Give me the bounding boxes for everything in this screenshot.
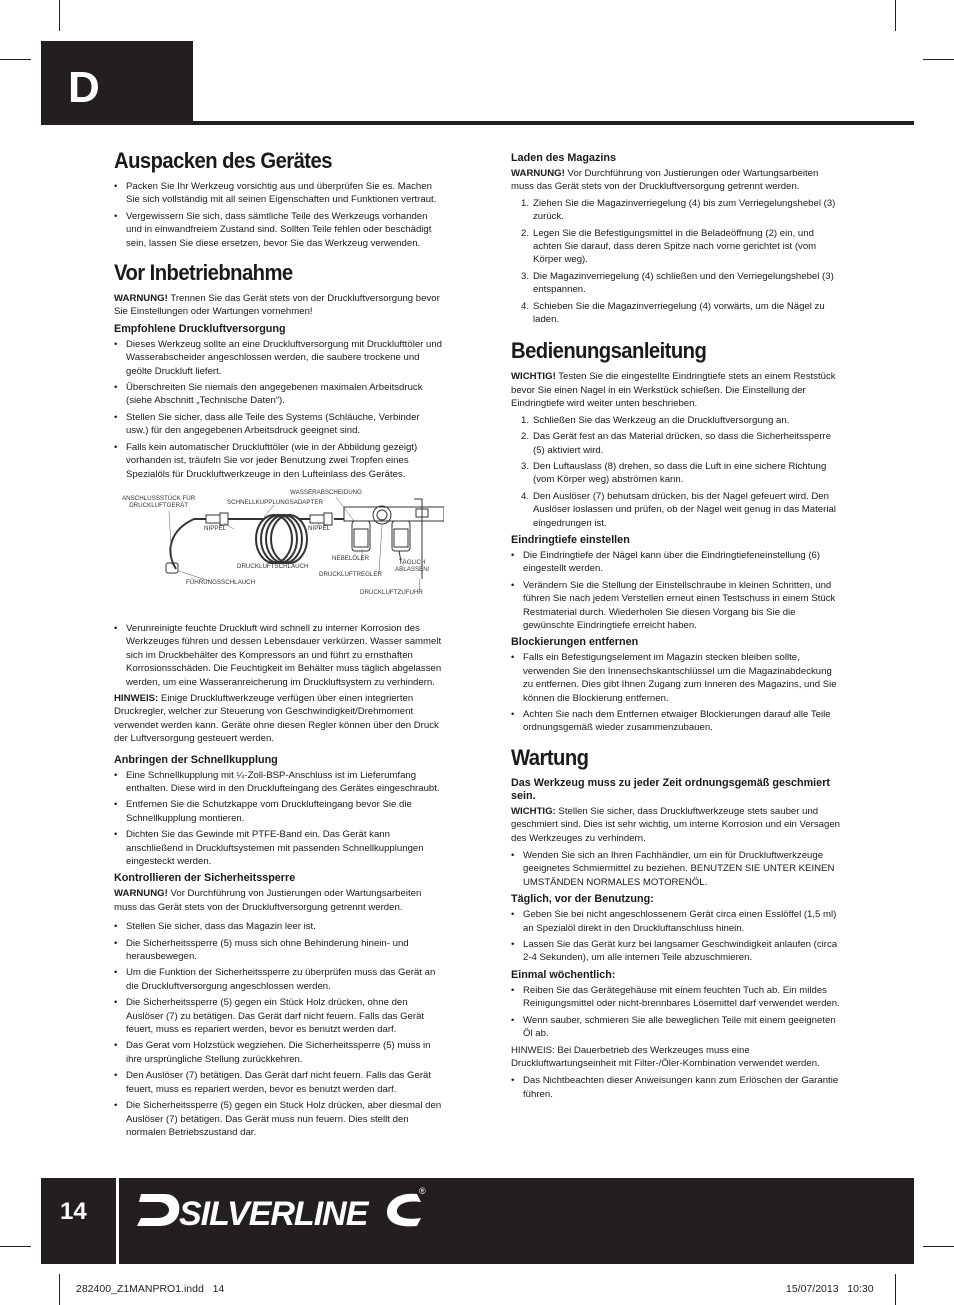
heading-kontrollieren: Kontrollieren der Sicherheitssperre xyxy=(114,872,296,885)
step-number: 2. xyxy=(521,227,530,239)
step-item xyxy=(511,300,841,327)
warning-text: Vor Durchführung von Justierungen oder Wartungsarbeiten muss das Gerät stets von der Druckluftversorgung getrennt werden. xyxy=(114,888,422,913)
hinweis-label: HINWEIS: xyxy=(114,692,159,704)
step-number: 3. xyxy=(521,270,530,282)
list-item: • Dieses Werkzeug sollte an eine Druckluftversorgung mit Drucklufttöler und Wasserabscheider angeschlossen werden, die saubere trockene und geölte Druckluft liefert. xyxy=(114,338,444,378)
crop-mark xyxy=(923,59,954,60)
step-item xyxy=(511,270,841,297)
crop-mark xyxy=(59,1274,60,1305)
list-item: • Entfernen Sie die Schutzkappe vom Drucklufteingang bevor Sie die Schnellkupplung montieren. xyxy=(114,798,444,825)
label-nippel-right: NIPPEL xyxy=(308,524,331,532)
feucht-list xyxy=(114,622,444,689)
label-nebeloeler: NEBELÖLER xyxy=(332,554,370,562)
list-item: • Die Sicherheitssperre (5) muss sich ohne Behinderung hinein- und herausbewegen. xyxy=(114,937,444,964)
hinweis-text: Einige Druckluftwerkzeuge verfügen über einen integrierten Druckregler, welcher zur Steuerung von Geschwindigkeit/Drehmoment verwendet werden kann. Geräte ohne diesen Regler können über den Druck der Luftversorgung gesteuert werden. xyxy=(114,692,439,745)
heading-laden: Laden des Magazins xyxy=(511,152,616,164)
label-fuehrungsschlauch: FÜHRUNGSSCHLAUCH xyxy=(186,578,256,586)
label-druckluftschlauch: DRUCKLUFTSCHLAUCH xyxy=(237,562,309,570)
list-item: • Den Auslöser (7) betätigen. Das Gerät darf nicht feuern. Falls das Gerät feuert, muss es repariert werden, bevor es benutzt werden darf. xyxy=(114,1069,444,1096)
taeglich-list xyxy=(511,908,841,965)
list-item: • Um die Funktion der Sicherheitssperre zu überprüfen muss das Gerät an die Druckluftversorgung angeschlossen werden. xyxy=(114,966,444,993)
label-anschluss: ANSCHLUSSSTÜCK FÜR DRUCKLUFTGERÄT xyxy=(122,494,196,509)
list-item: • Achten Sie nach dem Entfernen etwaiger Blockierungen darauf alle Teile ordnungsgemäß wieder zusammenzubauen. xyxy=(511,708,841,735)
list-item: • Lassen Sie das Gerät kurz bei langsamer Geschwindigkeit anlaufen (circa 2-4 Sekunden), um alle internen Teile abzuschmieren. xyxy=(511,938,841,965)
warning-label: WARNUNG! xyxy=(114,293,168,305)
crop-mark xyxy=(895,1274,896,1305)
auspacken-list xyxy=(114,180,444,250)
wartung-list xyxy=(511,849,841,889)
warning-label: WARNUNG! xyxy=(511,168,565,179)
woech-list xyxy=(511,984,841,1041)
step-number: 1. xyxy=(521,414,530,426)
slug-filename: 282400_Z1MANPRO1.indd 14 xyxy=(76,1283,225,1295)
hinweis-paragraph xyxy=(114,692,444,746)
heading-taeglich: Täglich, vor der Benutzung: xyxy=(511,893,654,906)
warning-paragraph xyxy=(114,292,444,319)
language-letter: D xyxy=(68,63,100,112)
list-item: • Eine Schnellkupplung mit ¼-Zoll-BSP-Anschluss ist im Lieferumfang enthalten. Diese wird in den Drucklufteingang des Gerätes eingeschraubt. xyxy=(114,769,444,796)
wichtig-label: WICHTIG! xyxy=(511,371,556,383)
list-item: • Reiben Sie das Gerätegehäuse mit einem feuchten Tuch ab. Ein mildes Reinigungsmittel oder nicht-brennbares Lösemittel darf verwendet werden. xyxy=(511,984,841,1011)
list-item: • Verunreinigte feuchte Druckluft wird schnell zu interner Korrosion des Werkzeuges führen und dessen Lebensdauer verkürzen. Wasser sammelt sich im Druckbehälter des Kompressors an und führt zu ernsthaften Korrosionsschäden. Die Feuchtigkeit im Behälter muss täglich abgelassen werden, um eine Wasseranreicherung im Druckluftsystem zu verhindern. xyxy=(114,622,444,689)
footer-divider xyxy=(116,1178,119,1264)
registered-mark: ® xyxy=(419,1186,426,1196)
right-column xyxy=(511,148,841,1104)
step-text: Das Gerät fest an das Material drücken, so dass die Sicherheitssperre (5) aktiviert wird. xyxy=(533,431,832,456)
hinweis-paragraph: HINWEIS: Bei Dauerbetrieb des Werkzeuges muss eine Druckluftwartungseinheit mit Filter-/Öler-Kombination verwendet werden. xyxy=(511,1044,820,1069)
left-column xyxy=(114,148,444,1142)
step-number: 4. xyxy=(521,300,530,312)
slug-date: 15/07/2013 10:30 xyxy=(786,1283,874,1295)
warning-text: Trennen Sie das Gerät stets von der Druckluftversorgung bevor Sie Einstellungen oder Wartungen vornehmen! xyxy=(114,293,440,318)
step-text: Die Magazinverriegelung (4) schließen und den Verriegelungshebel (3) entspannen. xyxy=(533,270,834,296)
block-list xyxy=(511,651,841,734)
label-schnellkupplungsadapter: SCHNELLKUPPLUNGSADAPTER xyxy=(227,498,323,506)
step-text: Schieben Sie die Magazinverriegelung (4) vorwärts, um die Nägel zu laden. xyxy=(533,300,825,326)
wichtig-paragraph xyxy=(511,370,841,410)
heading-bedienungsanleitung: Bedienungsanleitung xyxy=(511,338,707,364)
silverline-logo-mark xyxy=(135,1180,435,1240)
warning-label: WARNUNG! xyxy=(114,888,168,900)
list-item: • Das Gerat vom Holzstück wegziehen. Die Sicherheitssperre (5) muss in ihre ursprüngliche Stellung zurückkehren. xyxy=(114,1039,444,1066)
list-item: • Vergewissern Sie sich, dass sämtliche Teile des Werkzeugs vorhanden und in einwandfreiem Zustand sind. Sollten Teile fehlen oder beschädigt sein, lassen Sie diese ersetzen, bevor Sie das Werkzeug verwenden. xyxy=(114,210,444,250)
list-item: • Wenden Sie sich an Ihren Fachhändler, um ein für Druckluftwerkzeuge geeignetes Schmiermittel zu beziehen. BENUTZEN SIE UNTER KEINEN UMSTÄNDEN NORMALES MOTORENÖL. xyxy=(511,849,841,889)
heading-auspacken: Auspacken des Gerätes xyxy=(114,148,332,173)
air-supply-diagram xyxy=(114,489,444,614)
list-item: • Dichten Sie das Gewinde mit PTFE-Band ein. Das Gerät kann anschließend in Druckluftsystemen mit passenden Schnellkupplungen eingesteckt werden. xyxy=(114,828,444,868)
step-text: Den Auslöser (7) behutsam drücken, bis der Nagel gefeuert wird. Den Auslöser loslassen und prüfen, ob der Nagel weit genug in das Material eingedrungen ist. xyxy=(533,490,836,529)
heading-empfohlene: Empfohlene Druckluftversorgung xyxy=(114,322,286,335)
warning-paragraph xyxy=(511,167,841,194)
step-text: Den Luftauslass (8) drehen, so dass die Luft in eine sichere Richtung (vom Körper weg) abströmen kann. xyxy=(533,460,827,486)
list-item: • Packen Sie Ihr Werkzeug vorsichtig aus und überprüfen Sie es. Machen Sie sich vollständig mit all seinen Eigenschaften und Funktionen vertraut. xyxy=(114,180,444,207)
heading-woechentlich: Einmal wöchentlich: xyxy=(511,968,616,981)
heading-wartung: Wartung xyxy=(511,744,589,770)
label-druckluftregler: DRUCKLUFTREGLER xyxy=(319,570,382,578)
list-item: • Die Eindringtiefe der Nägel kann über die Eindringtiefeneinstellung (6) eingestellt werden. xyxy=(511,549,841,576)
list-item: • Überschreiten Sie niemals den angegebenen maximalen Arbeitsdruck (siehe Abschnitt „Technische Daten“). xyxy=(114,381,444,408)
crop-mark xyxy=(923,1246,954,1247)
final-list xyxy=(511,1074,841,1101)
heading-eindringtiefe: Eindringtiefe einstellen xyxy=(511,533,630,546)
list-item: • Geben Sie bei nicht angeschlossenem Gerät circa einen Esslöffel (1,5 ml) an Spezialöl direkt in den Druckluftanschluss hinein. xyxy=(511,908,841,935)
wichtig-label: WICHTIG: xyxy=(511,805,556,817)
tiefe-list xyxy=(511,549,841,632)
silverline-logo xyxy=(135,1180,435,1245)
label-wasserabscheidung: WASSERABSCHEIDUNG xyxy=(290,488,362,496)
list-item: • Falls kein automatischer Drucklufttöler (wie in der Abbildung gezeigt) vorhanden ist, träufeln Sie vor jeder Benutzung zwei Tropfen eines Spezialöls für Druckluftwerkzeuge in den Lufteinlass des Gerätes. xyxy=(114,441,444,481)
heading-blockierungen: Blockierungen entfernen xyxy=(511,636,639,649)
list-item: • Die Sicherheitssperre (5) gegen ein Stück Holz drücken, ohne den Auslöser (7) zu betätigen. Das Gerät darf nicht feuern. Falls das Gerät feuert, muss es repariert werden, bevor es benutzt werden darf. xyxy=(114,996,444,1036)
step-item xyxy=(511,490,841,530)
list-item: • Verändern Sie die Stellung der Einstellschraube in kleinen Schritten, und führen Sie nach jedem Verstellen erneut einen Testschuss in einem Stück Restmaterial durch. Wiederholen Sie diesen Vorgang bis Sie die gewünschte Eindringtiefe erreicht haben. xyxy=(511,579,841,633)
header-rule xyxy=(41,121,914,125)
step-number: 3. xyxy=(521,460,530,472)
wichtig-paragraph xyxy=(511,805,841,845)
label-nippel-left: NIPPEL xyxy=(204,524,227,532)
wichtig-text: Testen Sie die eingestellte Eindringtiefe stets an einem Reststück bevor Sie einen Nagel in ein Werkstück schießen. Die Einstellung der Eindringtiefe wird weiter unten beschrieben. xyxy=(511,371,836,410)
list-item: • Stellen Sie sicher, dass das Magazin leer ist. xyxy=(114,920,444,933)
step-item xyxy=(511,197,841,224)
language-tab xyxy=(41,41,193,125)
crop-mark xyxy=(59,0,60,31)
list-item: • Stellen Sie sicher, dass alle Teile des Systems (Schläuche, Verbinder usw.) für den angegebenen Arbeitsdruck geeignet sind. xyxy=(114,411,444,438)
anbringen-list xyxy=(114,769,444,869)
list-item: • Die Sicherheitssperre (5) gegen ein Stuck Holz drücken, aber diesmal den Auslöser (7) betätigen. Das Gerät muss nun feuern. Dies stellt den normalen Betriebszustand dar. xyxy=(114,1099,444,1139)
empfohlene-list xyxy=(114,338,444,481)
crop-mark xyxy=(0,1246,31,1247)
label-taeglich: TÄGLICH ABLASSEN! xyxy=(395,558,430,573)
step-number: 4. xyxy=(521,490,530,502)
bedienung-steps xyxy=(511,414,841,530)
step-item xyxy=(511,227,841,267)
warning-text: Vor Durchführung von Justierungen oder Wartungsarbeiten muss das Gerät stets von der Druckluftversorgung getrennt werden. xyxy=(511,168,819,193)
warning-paragraph xyxy=(114,887,444,914)
step-text: Schließen Sie das Werkzeug an die Druckluftversorgung an. xyxy=(533,414,790,426)
step-number: 1. xyxy=(521,197,530,209)
wartung-subheading: Das Werkzeug muss zu jeder Zeit ordnungsgemäß geschmiert sein. xyxy=(511,776,830,802)
list-item: • Falls ein Befestigungselement im Magazin stecken bleiben sollte, verwenden Sie den Innensechskantschlüssel um die Magazinabdeckung zu entfernen. Dies gibt Ihnen Zugang zum Inneren des Magazins, und Sie können die Blockierung entfernen. xyxy=(511,651,841,705)
label-druckluftzufuhr: DRUCKLUFTZUFUHR xyxy=(360,588,423,596)
step-item xyxy=(511,460,841,487)
list-item: • Das Nichtbeachten dieser Anweisungen kann zum Erlöschen der Garantie führen. xyxy=(511,1074,841,1101)
step-text: Ziehen Sie die Magazinverriegelung (4) bis zum Verriegelungshebel (3) zurück. xyxy=(533,197,836,223)
crop-mark xyxy=(895,0,896,31)
kontroll-list xyxy=(114,920,444,1139)
step-number: 2. xyxy=(521,431,530,443)
brand-text: SILVERLINE xyxy=(179,1195,368,1233)
heading-anbringen: Anbringen der Schnellkupplung xyxy=(114,753,278,766)
list-item: • Wenn sauber, schmieren Sie alle beweglichen Teile mit einem geeigneten Öl ab. xyxy=(511,1014,841,1041)
page-number: 14 xyxy=(60,1198,87,1225)
wichtig-text: Stellen Sie sicher, dass Druckluftwerkzeuge stets sauber und geschmiert sind. Dies ist sehr wichtig, um interne Korrosion und ein Versagen des Werkzeuges zu verhindern. xyxy=(511,805,841,844)
step-item xyxy=(511,414,841,427)
laden-steps xyxy=(511,197,841,327)
step-text: Legen Sie die Befestigungsmittel in die Beladeöffnung (2) ein, und achten Sie darauf, dass deren Spitze nach vorne gerichtet ist (vom Körper weg). xyxy=(533,227,817,266)
crop-mark xyxy=(0,59,31,60)
step-item xyxy=(511,430,841,457)
heading-vor-inbetriebnahme: Vor Inbetriebnahme xyxy=(114,260,293,286)
